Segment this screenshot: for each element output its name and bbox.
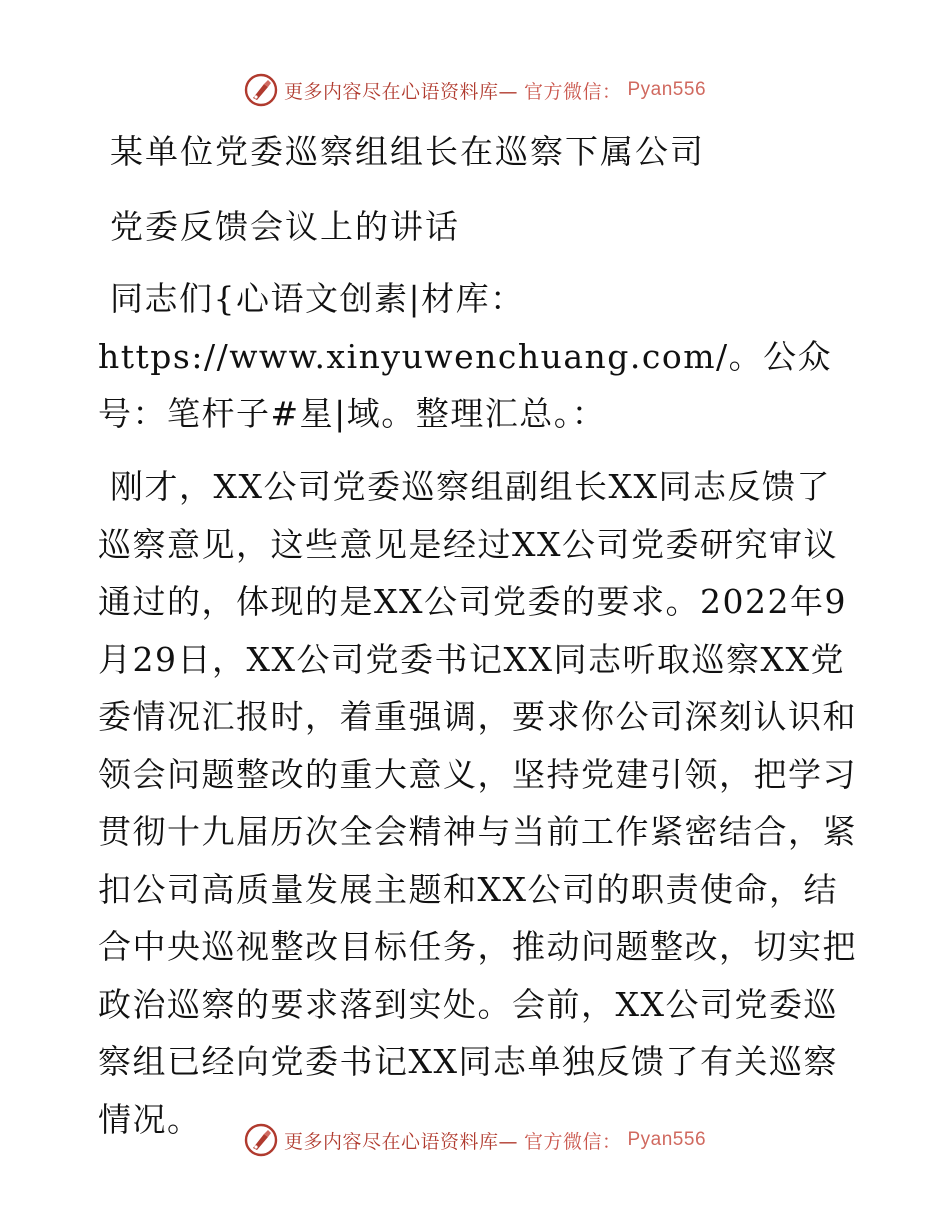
banner-text: 更多内容尽在心语资料库—: [283, 1130, 518, 1153]
footer-banner: [0, 1120, 950, 1160]
body-paragraph: [98, 458, 858, 1148]
header-banner: [0, 70, 950, 110]
wechat-id: Pyan556: [627, 79, 707, 100]
wechat-id: Pyan556: [627, 1129, 707, 1150]
pen-logo-icon: [244, 1123, 278, 1157]
document-title-line1: 某单位党委巡察组组长在巡察下属公司: [110, 132, 705, 171]
salutation-text: 同志们{心语文创素|材库：https://www.xinyuwenchuang.com/。公众号：笔杆子#星|域。整理汇总。：: [98, 279, 833, 433]
salutation-paragraph: [98, 270, 858, 443]
wechat-label: 官方微信：: [523, 80, 622, 103]
pen-logo-icon: [244, 73, 278, 107]
banner-text: 更多内容尽在心语资料库—: [283, 80, 518, 103]
body-paragraph-text: 刚才，XX公司党委巡察组副组长XX同志反馈了巡察意见，这些意见是经过XX公司党委研究审议通过的，体现的是XX公司党委的要求。2022年9月29日，XX公司党委书记XX同志听取巡察XX党委情况汇报时，着重强调，要求你公司深刻认识和领会问题整改的重大意义，坚持党建引领，把学习贯彻十九届历次全会精神与当前工作紧密结合，紧扣公司高质量发展主题和XX公司的职责使命，结合中央巡视整改目标任务，推动问题整改，切实把政治巡察的要求落到实处。会前，XX公司党委巡察组已经向党委书记XX同志单独反馈了有关巡察情况。: [98, 467, 857, 1139]
wechat-label: 官方微信：: [523, 1130, 622, 1153]
document-title-line2: 党委反馈会议上的讲话: [110, 207, 460, 246]
